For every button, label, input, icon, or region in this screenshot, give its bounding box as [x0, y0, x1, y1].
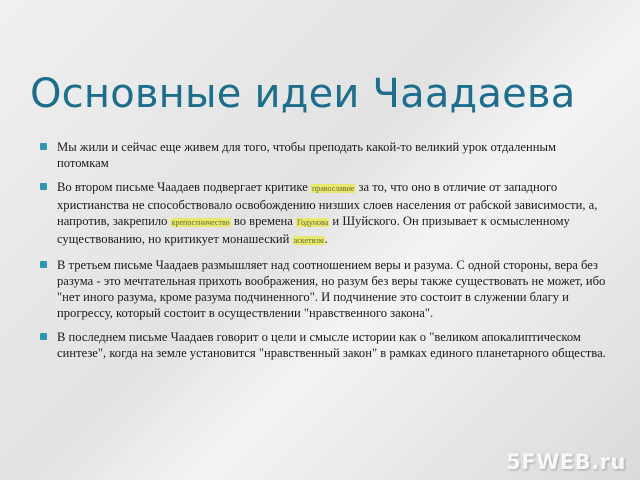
- bullet-marker-icon: [40, 261, 47, 268]
- link-serfdom[interactable]: крепостничество: [171, 218, 230, 227]
- bullet-text: Во втором письме Чаадаев подвергает критике: [57, 180, 311, 194]
- bullet-text: .: [324, 232, 328, 246]
- bullet-text: В последнем письме Чаадаев говорит о цели и смысле истории как о "великом апокалиптическом синтезе", когда на земле установится "нравственный закон" в рамках единого планетарного общества.: [57, 330, 606, 360]
- slide-title: Основные идеи Чаадаева: [30, 71, 576, 117]
- bullet-item: [40, 257, 608, 321]
- bullet-text: во времена: [230, 214, 297, 228]
- watermark-logo: 5FWEB.ru: [506, 450, 626, 474]
- bullet-item: [40, 139, 608, 171]
- bullet-list: [40, 139, 608, 361]
- link-orthodoxy[interactable]: православие: [311, 184, 355, 193]
- bullet-text: В третьем письме Чаадаев размышляет над соотношением веры и разума. С одной стороны, вера без разума - это мечтательная прихоть воображения, но разум без веры также существовать не может, ибо "нет иного разума, кроме разума подчиненного". И подчинение это состоит в служении благу и прогрессу, который состоит в осуществлении "нравственного закона".: [57, 258, 606, 320]
- bullet-marker-icon: [40, 143, 47, 150]
- bullet-item: [40, 329, 608, 361]
- bullet-text: и Шуйского. Он призывает к осмысленному существованию, но критикует монашеский: [57, 214, 570, 246]
- bullet-text: за то, что оно в отличие от западного христианства не способствовало освобождению низших слоев населения от рабской зависимости, а, напротив, закрепило: [57, 180, 598, 228]
- bullet-item: [40, 179, 608, 249]
- link-asceticism[interactable]: аскетизм: [293, 236, 324, 245]
- link-godunov[interactable]: Годунова: [297, 218, 329, 227]
- bullet-marker-icon: [40, 333, 47, 340]
- bullet-text: Мы жили и сейчас еще живем для того, чтобы преподать какой-то великий урок отдаленным потомкам: [57, 140, 556, 170]
- bullet-marker-icon: [40, 183, 47, 190]
